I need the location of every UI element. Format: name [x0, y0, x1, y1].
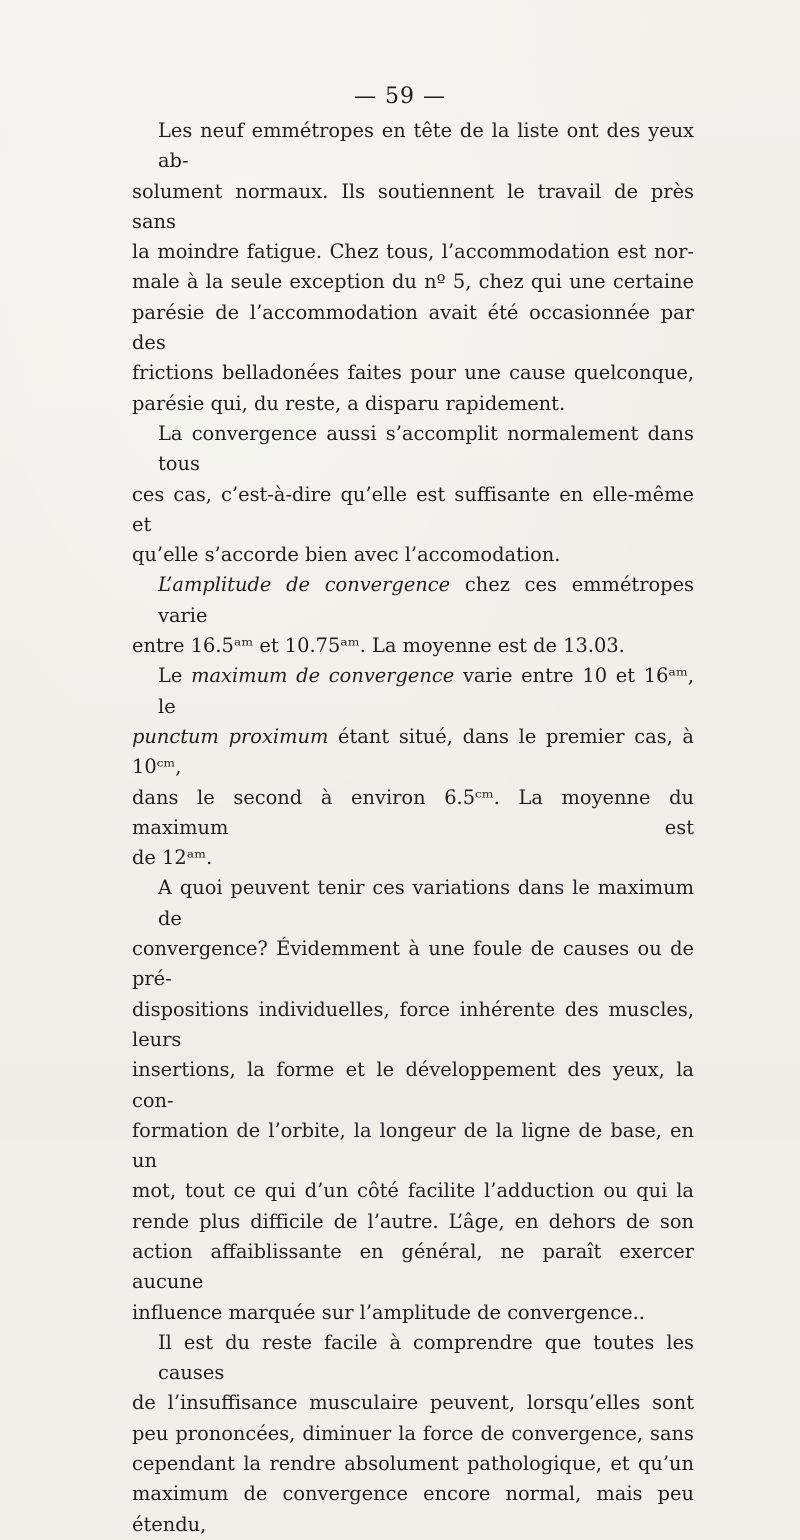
paragraph-5 — [132, 873, 694, 1327]
paragraph-2 — [132, 419, 694, 570]
text-line: la moindre fatigue. Chez tous, l’accommodation est nor- — [132, 240, 694, 264]
text-run: Le — [158, 664, 192, 688]
text-run: chez ces emmétropes varie — [158, 573, 694, 627]
text-line: mot, tout ce qui d’un côté facilite l’adduction ou qui la — [132, 1179, 694, 1203]
text-line: formation de l’orbite, la longeur de la ligne de base, en un — [132, 1118, 694, 1173]
text-line: Il est du reste facile à comprendre que toutes les causes — [158, 1330, 694, 1385]
text-line: entre 16.5ᵃᵐ et 10.75ᵃᵐ. La moyenne est de 13.03. — [132, 634, 625, 658]
text-line: parésie de l’accommodation avait été occasionnée par des — [132, 300, 694, 355]
text-line: parésie qui, du reste, a disparu rapidement. — [132, 391, 566, 415]
text-line: La convergence aussi s’accomplit normalement dans tous — [158, 421, 694, 476]
text-line: ces cas, c’est-à-dire qu’elle est suffisante en elle-même et — [132, 482, 694, 536]
text-line: insertions, la forme et le développement des yeux, la con- — [132, 1058, 694, 1112]
text-line: de l’insuffisance musculaire peuvent, lorsqu’elles sont — [132, 1391, 694, 1415]
text-line: rende plus difficile de l’autre. L’âge, en dehors de son — [132, 1209, 694, 1233]
text-line: frictions belladonées faites pour une cause quelconque, — [132, 361, 694, 385]
paragraph-6 — [132, 1328, 694, 1540]
text-line: qu’elle s’accorde bien avec l’accomodation. — [132, 543, 561, 567]
text-line: action affaiblissante en général, ne paraît exercer aucune — [132, 1239, 694, 1294]
text-line: peu prononcées, diminuer la force de convergence, sans — [132, 1421, 694, 1445]
text-line: dans le second à environ 6.5ᶜᵐ. La moyenne du maximum est — [132, 785, 694, 839]
italic-term: L’amplitude de convergence — [158, 573, 451, 597]
text-line: dispositions individuelles, force inhérente des muscles, leurs — [132, 997, 694, 1051]
text-line — [132, 570, 694, 631]
paragraph-1 — [132, 116, 694, 419]
text-line: influence marquée sur l’amplitude de convergence.. — [132, 1300, 645, 1324]
text-line: de 12ᵃᵐ. — [132, 846, 213, 870]
text-run: varie entre 10 et 16ᵃᵐ, le — [158, 664, 695, 718]
text-line — [132, 722, 694, 783]
paragraph-3 — [132, 570, 694, 661]
text-line: male à la seule exception du nº 5, chez qui une certaine — [132, 270, 694, 294]
paragraph-4 — [132, 661, 694, 873]
text-run: étant situé, dans le premier cas, à 10ᶜᵐ, — [132, 724, 694, 779]
italic-term: punctum proximum — [132, 724, 329, 748]
text-line — [132, 661, 694, 722]
page-text — [132, 116, 694, 1540]
italic-term: maximum de convergence — [191, 664, 455, 688]
text-line: Les neuf emmétropes en tête de la liste ont des yeux ab- — [158, 119, 694, 173]
text-line: convergence? Évidemment à une foule de causes ou de pré- — [132, 937, 694, 991]
text-line: solument normaux. Ils soutiennent le travail de près sans — [132, 179, 694, 233]
text-line: cependant la rendre absolument pathologique, et qu’un — [132, 1452, 694, 1476]
page-number: — 59 — — [354, 84, 446, 109]
text-line: maximum de convergence encore normal, mais peu étendu, — [132, 1482, 694, 1536]
text-line: A quoi peuvent tenir ces variations dans le maximum de — [158, 876, 694, 930]
